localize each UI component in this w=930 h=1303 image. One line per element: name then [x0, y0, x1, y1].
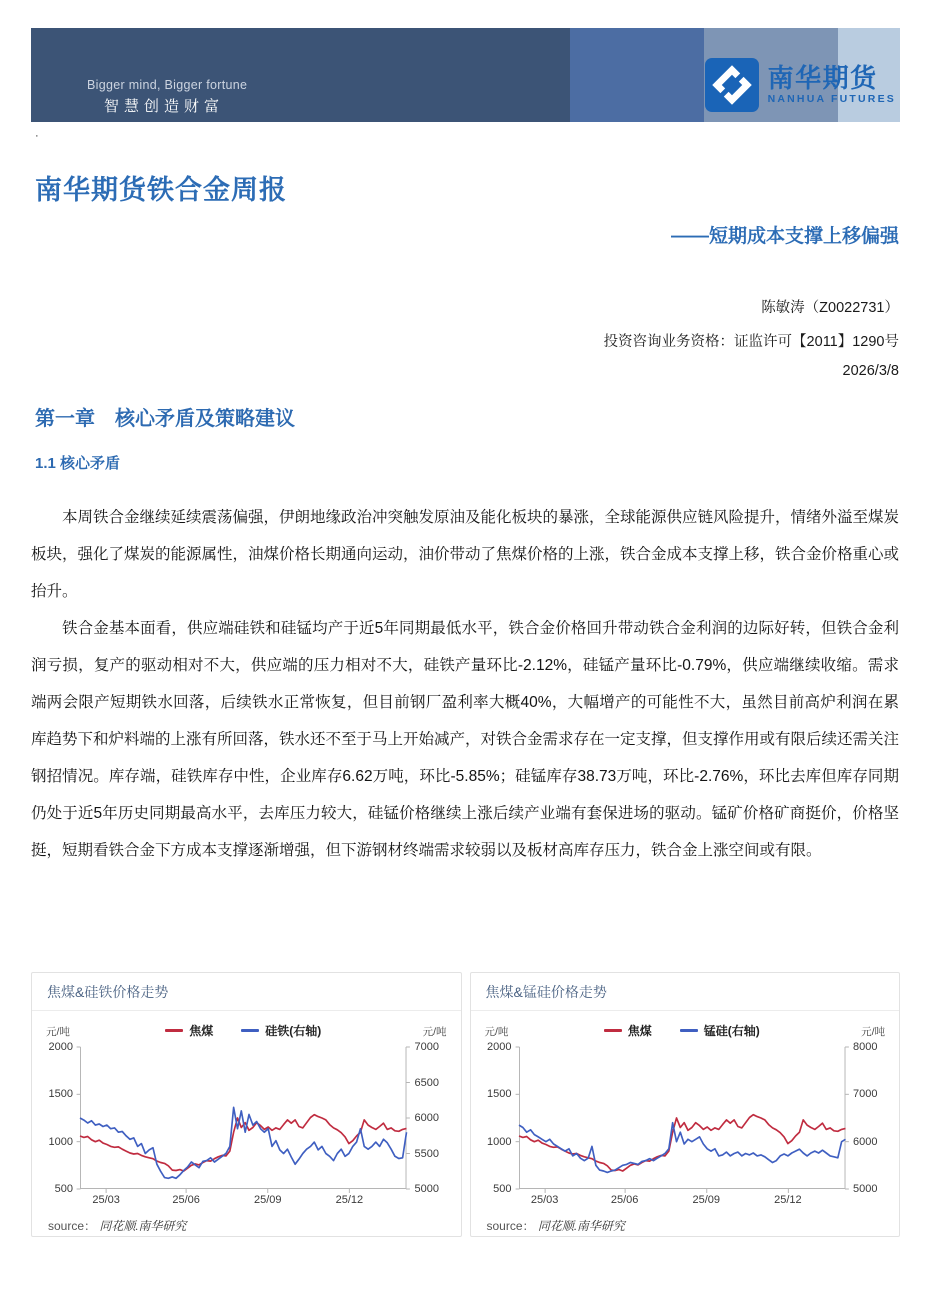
logo-text [767, 62, 896, 106]
chapter-heading: 第一章 核心矛盾及策略建议 [35, 408, 295, 430]
chart-units-row [485, 1023, 886, 1039]
right-axis-ticks [407, 1041, 447, 1195]
x-tick-label: 25/06 [610, 1194, 639, 1206]
report-date: 2026/3/8 [842, 363, 899, 379]
chart-legend [519, 1022, 846, 1039]
x-tick-label: 25/09 [692, 1194, 720, 1206]
charts-row [31, 972, 900, 1237]
y-tick-label: 500 [54, 1183, 73, 1195]
source-row [485, 1217, 886, 1234]
legend-item [165, 1022, 213, 1039]
y-tick-label: 1000 [48, 1135, 73, 1148]
chart-body [471, 1011, 900, 1234]
diamond-glyph [705, 58, 759, 112]
y-tick-label: 6000 [414, 1112, 439, 1124]
left-axis-unit: 元/吨 [46, 1026, 70, 1038]
y-tick-label: 5500 [414, 1147, 439, 1160]
chart-legend [80, 1022, 407, 1039]
x-tick-label: 25/06 [172, 1194, 200, 1206]
left-axis-ticks [46, 1041, 80, 1195]
right-axis-unit: 元/吨 [422, 1026, 447, 1038]
y-tick-label: 1000 [487, 1135, 512, 1148]
legend-swatch [604, 1029, 622, 1032]
source-label: source： [48, 1219, 97, 1233]
x-tick-label: 25/12 [774, 1194, 802, 1206]
report-subtitle: ——短期成本支撑上移偏强 [670, 226, 899, 247]
body-paragraph: 本周铁合金继续延续震荡偏强，伊朗地缘政治冲突触发原油及能化板块的暴涨，全球能源供应链风险提升，情绪外溢至煤炭板块，强化了煤炭的能源属性，油煤价格长期通向运动，油价带动了焦煤价格的上涨，铁合金成本支撑上移，铁合金价格重心或抬升。 [31, 509, 900, 600]
y-tick-label: 1500 [48, 1088, 73, 1101]
legend-label: 焦煤 [627, 1024, 652, 1038]
x-tick-label: 25/03 [92, 1194, 120, 1206]
x-tick-label: 25/03 [530, 1194, 559, 1206]
y-tick-label: 2000 [487, 1041, 512, 1053]
chart-title: 焦煤&硅铁价格走势 [32, 973, 461, 1011]
plot-row [46, 1041, 447, 1195]
nanhua-diamond-icon [705, 58, 759, 112]
page-anchor-mark: · [35, 130, 39, 142]
legend-label: 焦煤 [189, 1024, 214, 1038]
line-chart-svg [80, 1047, 407, 1189]
brand-slogan [87, 78, 247, 116]
chart-units-row [46, 1023, 447, 1039]
chart-body [32, 1011, 461, 1234]
banner-segment-dark [31, 28, 570, 122]
legend-item [680, 1022, 760, 1039]
x-axis-ticks [519, 1189, 846, 1211]
series-line-硅铁(右轴) [80, 1107, 407, 1178]
series-line-锰硅(右轴) [519, 1123, 846, 1173]
chart-card-coking-coal-silicomanganese [470, 972, 901, 1237]
right-axis-unit: 元/吨 [861, 1026, 885, 1038]
series-line-焦煤 [519, 1115, 846, 1171]
y-tick-label: 500 [493, 1183, 512, 1195]
y-tick-label: 7000 [853, 1088, 878, 1101]
brand-banner [31, 28, 900, 122]
chart-title: 焦煤&锰硅价格走势 [471, 973, 900, 1011]
legend-item [604, 1022, 652, 1039]
body-text [31, 499, 899, 869]
legend-item [241, 1022, 321, 1039]
chart-card-coking-coal-ferrosilicon [31, 972, 462, 1237]
plot-row [485, 1041, 886, 1195]
source-label: source： [486, 1219, 535, 1233]
plot-area [80, 1047, 407, 1189]
legend-swatch [680, 1029, 698, 1032]
legend-label: 硅铁(右轴) [265, 1024, 322, 1038]
body-paragraph: 铁合金基本面看，供应端硅铁和硅锰均产于近5年同期最低水平，铁合金价格回升带动铁合金利润的边际好转，但铁合金利润亏损，复产的驱动相对不大，供应端的压力相对不大，硅铁产量环比-2.12%，硅锰产量环比-0.79%，供应端继续收缩。需求端两会限产短期铁水回落，后续铁水正常恢复，但目前钢厂盈利率大概40%，大幅增产的可能性不大，虽然目前高炉利润在累库趋势下和炉料端的上涨有所回落，铁水还不至于马上开始减产，对铁合金需求存在一定支撑，但支撑作用或有限后续还需关注钢招情况。库存端，硅铁库存中性，企业库存6.62万吨，环比-5.85%；硅锰库存38.73万吨，环比-2.76%，环比去库但库存同期仍处于近5年历史同期最高水平，去库压力较大，硅锰价格继续上涨后续产业端有套保进场的驱动。锰矿价格矿商挺价，价格坚挺，短期看铁合金下方成本支撑逐渐增强，但下游钢材终端需求较弱以及板材高库存压力，铁合金上涨空间或有限。 [31, 620, 900, 859]
company-logo [705, 58, 896, 112]
line-chart-svg [519, 1047, 846, 1189]
y-tick-label: 6500 [414, 1076, 439, 1089]
right-axis-ticks [845, 1041, 885, 1195]
x-tick-label: 25/12 [335, 1194, 364, 1206]
source-text: 同花顺.南华研究 [99, 1219, 187, 1233]
source-text: 同花顺.南华研究 [537, 1219, 625, 1233]
logo-chinese-name: 南华期货 [767, 62, 878, 93]
legend-swatch [241, 1029, 259, 1032]
report-title: 南华期货铁合金周报 [35, 175, 287, 205]
y-tick-label: 6000 [853, 1135, 878, 1148]
source-row [46, 1217, 447, 1234]
banner-segment-mid [570, 28, 704, 122]
x-axis-ticks [80, 1189, 407, 1211]
logo-english-name: NANHUA FUTURES [767, 93, 896, 106]
section-heading: 1.1 核心矛盾 [35, 455, 121, 472]
y-tick-label: 2000 [48, 1041, 73, 1053]
y-tick-label: 8000 [853, 1041, 878, 1053]
y-tick-label: 5000 [853, 1183, 878, 1195]
y-tick-label: 1500 [487, 1088, 512, 1101]
analyst-name: 陈敏涛（Z0022731） [761, 300, 899, 316]
x-tick-label: 25/09 [253, 1194, 282, 1206]
legend-label: 锰硅(右轴) [703, 1024, 760, 1038]
y-tick-label: 7000 [414, 1041, 439, 1053]
legend-swatch [165, 1029, 183, 1032]
left-axis-unit: 元/吨 [484, 1026, 509, 1038]
left-axis-ticks [485, 1041, 519, 1195]
y-tick-label: 5000 [414, 1183, 439, 1195]
slogan-chinese: 智慧创造财富 [104, 98, 225, 115]
qualification-line: 投资咨询业务资格：证监许可【2011】1290号 [603, 334, 899, 350]
plot-area [519, 1047, 846, 1189]
slogan-english: Bigger mind, Bigger fortune [87, 78, 248, 92]
